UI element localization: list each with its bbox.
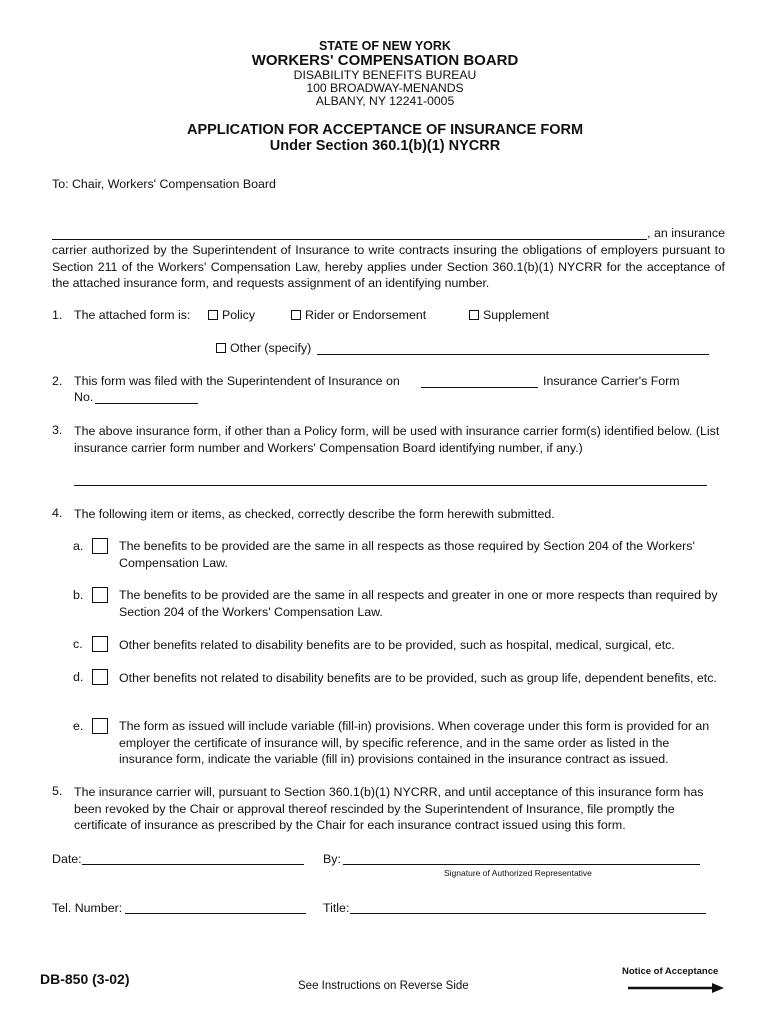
item-5-number: 5. bbox=[52, 784, 63, 798]
supplement-label: Supplement bbox=[483, 308, 550, 322]
signature-field[interactable] bbox=[343, 864, 700, 865]
sub-e-checkbox[interactable] bbox=[92, 718, 108, 734]
sub-d-text: Other benefits not related to disability benefits are to be provided, such as group life, dependent benefits, etc. bbox=[119, 671, 717, 685]
title-field[interactable] bbox=[350, 913, 706, 914]
date-label: Date: bbox=[52, 852, 82, 866]
item-3-text: The above insurance form, if other than a Policy form, will be used with insurance carrier form(s) identified below. (List insurance carrier form number and Workers' Compensation Board identifying number, if any.) bbox=[74, 424, 720, 455]
item-4-text: The following item or items, as checked, correctly describe the form herewith submitted. bbox=[74, 507, 555, 521]
form-identifiers-field[interactable] bbox=[74, 485, 707, 486]
item-4-number: 4. bbox=[52, 506, 63, 520]
item-2-number: 2. bbox=[52, 374, 63, 388]
intro-suffix: , an insurance bbox=[647, 226, 725, 240]
sub-c-letter: c. bbox=[73, 637, 83, 651]
sub-c-text: Other benefits related to disability benefits are to be provided, such as hospital, medical, surgical, etc. bbox=[119, 638, 675, 652]
other-label: Other (specify) bbox=[230, 341, 312, 355]
option-policy[interactable] bbox=[208, 308, 255, 322]
notice-of-acceptance: Notice of Acceptance bbox=[622, 966, 719, 977]
option-other[interactable] bbox=[216, 341, 311, 355]
sub-a-text: The benefits to be provided are the same in all respects as those required by Section 204 of the Workers' Compensation Law. bbox=[119, 539, 695, 570]
date-field[interactable] bbox=[82, 864, 304, 865]
sub-b-text: The benefits to be provided are the same in all respects and greater in one or more respects than required by Section 204 of the Workers' Compensation Law. bbox=[119, 588, 718, 619]
to-line: To: Chair, Workers' Compensation Board bbox=[52, 177, 276, 191]
filed-date-field[interactable] bbox=[421, 387, 538, 388]
other-checkbox[interactable] bbox=[216, 343, 226, 353]
item-2-text-c: No. bbox=[74, 390, 94, 404]
signature-caption: Signature of Authorized Representative bbox=[444, 868, 592, 878]
carrier-name-field[interactable] bbox=[52, 239, 647, 240]
item-5-text: The insurance carrier will, pursuant to Section 360.1(b)(1) NYCRR, and until acceptance of this insurance form has been revoked by the Chair or approval thereof rescinded by the Superintendent of Insurance, file promptly the certificate of insurance as prescribed by the Chair for each insurance contract issued using this form. bbox=[74, 785, 704, 832]
sub-a-checkbox[interactable] bbox=[92, 538, 108, 554]
sub-e-text: The form as issued will include variable (fill-in) provisions. When coverage under this form is provided for an employer the certificate of insurance will, by specific reference, and in the same order as listed in the insurance form, indicate the variable (fill in) provisions contained in the insurance contract as issued. bbox=[119, 719, 710, 766]
policy-checkbox[interactable] bbox=[208, 310, 218, 320]
sub-d-checkbox[interactable] bbox=[92, 669, 108, 685]
intro-paragraph: carrier authorized by the Superintendent of Insurance to write contracts insuring the obligations of employers pursuant to Section 211 of the Workers' Compensation Law, hereby applies under Section 360.1(b)(1) NYCRR for the acceptance of the attached insurance form, and requests assignment of an identifying number. bbox=[52, 243, 725, 290]
other-specify-field[interactable] bbox=[317, 354, 709, 355]
option-supplement[interactable] bbox=[469, 308, 549, 322]
sub-e-letter: e. bbox=[73, 719, 84, 733]
form-title: APPLICATION FOR ACCEPTANCE OF INSURANCE FORM bbox=[186, 122, 584, 138]
item-1-number: 1. bbox=[52, 308, 63, 322]
option-rider[interactable] bbox=[291, 308, 426, 322]
header-board: WORKERS' COMPENSATION BOARD bbox=[251, 52, 519, 69]
carrier-form-number-field[interactable] bbox=[95, 403, 198, 404]
sub-a-letter: a. bbox=[73, 539, 84, 553]
sub-c-checkbox[interactable] bbox=[92, 636, 108, 652]
header-state: STATE OF NEW YORK bbox=[319, 39, 451, 53]
header-bureau: DISABILITY BENEFITS BUREAU bbox=[293, 68, 477, 82]
title-label: Title: bbox=[323, 901, 350, 915]
sub-b-checkbox[interactable] bbox=[92, 587, 108, 603]
supplement-checkbox[interactable] bbox=[469, 310, 479, 320]
item-1-label: The attached form is: bbox=[74, 308, 191, 322]
tel-number-field[interactable] bbox=[125, 913, 306, 914]
item-2-text-a: This form was filed with the Superintendent of Insurance on bbox=[74, 374, 400, 388]
tel-label: Tel. Number: bbox=[52, 901, 123, 915]
rider-checkbox[interactable] bbox=[291, 310, 301, 320]
policy-label: Policy bbox=[222, 308, 256, 322]
item-3-number: 3. bbox=[52, 423, 63, 437]
header-address-2: ALBANY, NY 12241-0005 bbox=[315, 94, 455, 108]
form-number: DB-850 (3-02) bbox=[40, 971, 130, 987]
instructions-note: See Instructions on Reverse Side bbox=[298, 980, 469, 992]
arrow-right-icon bbox=[626, 981, 726, 995]
rider-label: Rider or Endorsement bbox=[305, 308, 427, 322]
form-subtitle: Under Section 360.1(b)(1) NYCRR bbox=[269, 138, 501, 154]
header-address-1: 100 BROADWAY-MENANDS bbox=[306, 81, 464, 95]
item-2-text-b: Insurance Carrier's Form bbox=[543, 374, 680, 388]
sub-d-letter: d. bbox=[73, 670, 84, 684]
sub-b-letter: b. bbox=[73, 588, 84, 602]
by-label: By: bbox=[323, 852, 341, 866]
